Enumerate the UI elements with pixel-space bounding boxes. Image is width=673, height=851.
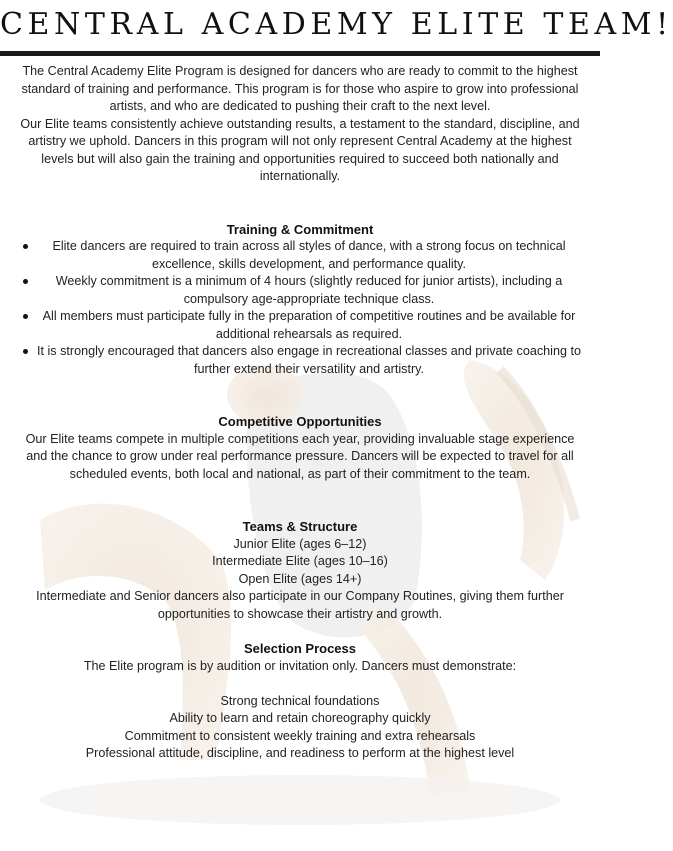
document-body — [14, 63, 586, 763]
bullet-icon — [23, 244, 28, 249]
selection-item: Ability to learn and retain choreography quickly — [169, 711, 431, 725]
bullet-icon — [23, 314, 28, 319]
section-heading: Selection Process — [244, 641, 356, 656]
intro-paragraph: Our Elite teams consistently achieve outstanding results, a testament to the standard, discipline, and artistry we uphold. Dancers in this program will not only represent Central Academy at the highest levels but will also gain the training and opportunities required to succeed both nationally and internationally. — [20, 116, 580, 183]
bullet-icon — [23, 349, 28, 354]
team-item: Intermediate Elite (ages 10–16) — [212, 554, 388, 568]
teams-note: Intermediate and Senior dancers also participate in our Company Routines, giving them further opportunities to showcase their artistry and growth. — [36, 589, 564, 621]
competitive-paragraph: Our Elite teams compete in multiple competitions each year, providing invaluable stage experience and the chance to grow under real performance pressure. Dancers will be expected to travel for all scheduled events, both local and national, as part of their commitment to the team. — [25, 431, 575, 481]
title-divider — [0, 51, 600, 56]
selection-item: Professional attitude, discipline, and readiness to perform at the highest level — [85, 746, 515, 760]
section-heading: Training & Commitment — [226, 221, 374, 237]
page-title: CENTRAL ACADEMY ELITE TEAM! — [0, 7, 673, 42]
competitive-section — [14, 413, 586, 483]
training-section — [14, 221, 586, 379]
selection-item: Commitment to consistent weekly training and extra rehearsals — [124, 728, 476, 743]
section-heading: Competitive Opportunities — [218, 414, 382, 429]
training-bullet-list — [14, 238, 586, 378]
list-item: It is strongly encouraged that dancers also engage in recreational classes and private coaching to further extend their versatility and artistry. — [14, 343, 586, 378]
teams-section — [14, 518, 586, 623]
list-item: Elite dancers are required to train across all styles of dance, with a strong focus on technical excellence, skills development, and performance quality. — [14, 238, 586, 273]
team-item: Open Elite (ages 14+) — [238, 571, 362, 586]
list-item: Weekly commitment is a minimum of 4 hours (slightly reduced for junior artists), including a compulsory age-appropriate technique class. — [14, 273, 586, 308]
list-item: All members must participate fully in the preparation of competitive routines and be available for additional rehearsals as required. — [14, 308, 586, 343]
intro-paragraph: The Central Academy Elite Program is designed for dancers who are ready to commit to the highest standard of training and performance. This program is for those who aspire to grow into professional artists, and who are dedicated to pushing their craft to the next level. — [21, 64, 579, 113]
section-heading: Teams & Structure — [242, 519, 358, 534]
blank-line — [14, 675, 586, 693]
intro-section — [14, 63, 586, 186]
selection-section — [14, 640, 586, 763]
selection-intro: The Elite program is by audition or invitation only. Dancers must demonstrate: — [83, 658, 517, 673]
team-item: Junior Elite (ages 6–12) — [233, 536, 367, 551]
bullet-icon — [23, 279, 28, 284]
selection-item: Strong technical foundations — [220, 693, 380, 708]
